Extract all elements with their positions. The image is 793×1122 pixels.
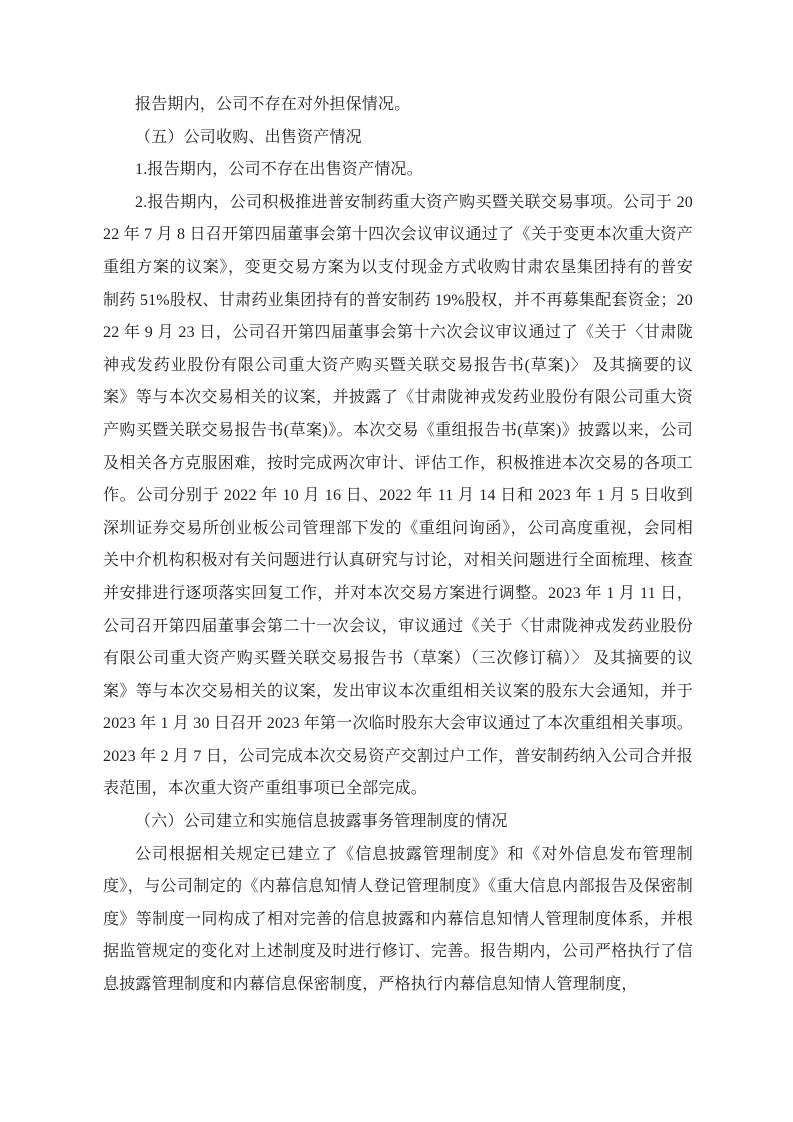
heading-section-6-disclosure-system: （六）公司建立和实施信息披露事务管理制度的情况 [135, 813, 508, 831]
document-text-block [103, 89, 693, 1002]
para-item-2-restructuring-progress: 2.报告期内，公司积极推进普安制药重大资产购买暨关联交易事项。公司于 2022 年 7 月 8 日召开第四届董事会第十四次会议审议通过了《关于变更本次重大资产重组方案的议案》，变更交易方案为以支付现金方式收购甘肃农垦集团持有的普安制药 51%股权、甘肃药业集团持有的普安制药 19%股权，并不再募集配套资金；2022 年 9 月 23 日，公司召开第四届董事会第十六次会议审议通过了《关于〈甘肃陇神戎发药业股份有限公司重大资产购买暨关联交易报告书(草案)〉 及其摘要的议案》等与本次交易相关的议案，并披露了《甘肃陇神戎发药业股份有限公司重大资产购买暨关联交易报告书(草案)》。本次交易《重组报告书(草案)》披露以来，公司及相关各方克服困难，按时完成两次审计、评估工作，积极推进本次交易的各项工作。公司分别于 2022 年 10 月 16 日、2022 年 11 月 14 日和 2023 年 1 月 5 日收到深圳证券交易所创业板公司管理部下发的《重组问询函》，公司高度重视，会同相关中介机构积极对有关问题进行认真研究与讨论，对相关问题进行全面梳理、核查并安排进行逐项落实回复工作，并对本次交易方案进行调整。2023 年 1 月 11 日，公司召开第四届董事会第二十一次会议，审议通过《关于〈甘肃陇神戎发药业股份有限公司重大资产购买暨关联交易报告书（草案）（三次修订稿）〉 及其摘要的议案》等与本次交易相关的议案，发出审议本次重组相关议案的股东大会通知，并于 2023 年 1 月 30 日召开 2023 年第一次临时股东大会审议通过了本次重组相关事项。2023 年 2 月 7 日，公司完成本次交易资产交割过户工作，普安制药纳入公司合并报表范围，本次重大资产重组事项已全部完成。 [103, 193, 693, 798]
heading-section-5-acquisition-disposal: （五）公司收购、出售资产情况 [135, 128, 362, 146]
para-item-1-no-asset-sale: 1.报告期内，公司不存在出售资产情况。 [135, 161, 423, 179]
para-disclosure-system-implementation: 公司根据相关规定已建立了《信息披露管理制度》和《对外信息发布管理制度》，与公司制定的《内幕信息知情人登记管理制度》《重大信息内部报告及保密制度》等制度一同构成了相对完善的信息披露和内幕信息知情人管理制度体系，并根据监管规定的变化对上述制度及时进行修订、完善。报告期内，公司严格执行了信息披露管理制度和内幕信息保密制度，严格执行内幕信息知情人管理制度， [103, 845, 693, 994]
para-no-external-guarantee: 报告期内，公司不存在对外担保情况。 [135, 96, 411, 113]
